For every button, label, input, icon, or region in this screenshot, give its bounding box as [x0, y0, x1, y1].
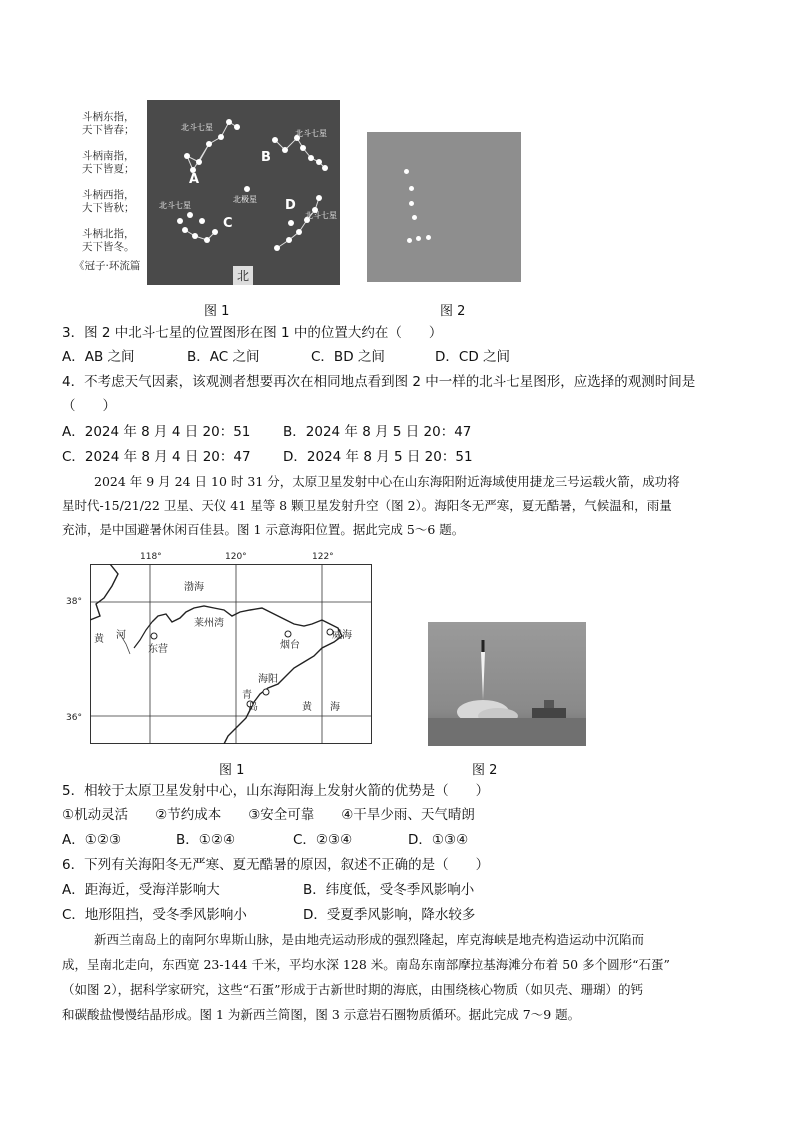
saying-source: 《冠子·环流篇 [74, 260, 141, 272]
polaris-label: 北极星 [233, 195, 257, 204]
label-yantai: 烟台 [280, 640, 300, 651]
star [407, 238, 412, 243]
q4-option-c[interactable]: C．2024 年 8 月 4 日 20：47 [62, 449, 251, 465]
figure-caption: 图 2 [472, 763, 498, 778]
star [426, 235, 431, 240]
star [308, 155, 314, 161]
saying-line: 天下皆夏； [82, 163, 135, 175]
star [199, 218, 205, 224]
figure-dipper-seasons [147, 100, 340, 285]
q3-option-a[interactable]: A．AB 之间 [62, 349, 135, 365]
q3-option-c[interactable]: C．BD 之间 [311, 349, 385, 365]
q4-option-a[interactable]: A．2024 年 8 月 4 日 20：51 [62, 424, 251, 440]
lat-label: 38° [66, 597, 82, 607]
star [300, 145, 306, 151]
question-5-items: ①机动灵活 ②节约成本 ③安全可靠 ④干旱少雨、天气晴朗 [62, 807, 475, 823]
star [409, 201, 414, 206]
star [272, 137, 278, 143]
lon-label: 118° [140, 552, 162, 562]
dipper-label: 北斗七星 [305, 211, 337, 220]
star [177, 218, 183, 224]
passage-1-line: 充沛，是中国避暑休闲百佳县。图 1 示意海阳位置。据此完成 5～6 题。 [62, 522, 465, 537]
star [192, 233, 198, 239]
star [416, 236, 421, 241]
star [196, 159, 202, 165]
lon-label: 122° [312, 552, 334, 562]
north-label: 北 [233, 266, 253, 285]
label-bohai: 渤海 [184, 582, 204, 593]
passage-2-line: 成，呈南北走向，东西宽 23-144 千米，平均水深 128 米。南岛东南部摩拉基海滩分布着 50 多个圆形“石蛋” [62, 957, 670, 972]
sayings-column [74, 111, 152, 273]
q4-option-b[interactable]: B．2024 年 8 月 5 日 20：47 [283, 424, 472, 440]
position-c: C [223, 216, 233, 231]
q6-option-c[interactable]: C．地形阻挡，受冬季风影响小 [62, 907, 247, 923]
saying-line: 斗柄西指， [82, 189, 135, 201]
label-huanghe-1: 黄 [94, 634, 104, 645]
passage-2-line: 和碳酸盐慢慢结晶形成。图 1 为新西兰简图，图 3 示意岩石圈物质循环。据此完成 7～9 题。 [62, 1007, 581, 1022]
star [234, 124, 240, 130]
saying-line: 天下皆春； [82, 124, 135, 136]
saying-line: 斗柄北指， [82, 228, 135, 240]
question-3-stem: 3．图 2 中北斗七星的位置图形在图 1 中的位置大约在（ ） [62, 325, 443, 341]
saying-line: 大下皆秋； [82, 202, 135, 214]
q3-option-b[interactable]: B．AC 之间 [187, 349, 260, 365]
star [184, 153, 190, 159]
label-qingdao-1: 青 [242, 690, 252, 701]
q4-option-d[interactable]: D．2024 年 8 月 5 日 20：51 [283, 449, 473, 465]
star [182, 227, 188, 233]
question-4-paren: （ ） [62, 398, 116, 414]
passage-1-line: 2024 年 9 月 24 日 10 时 31 分，太原卫星发射中心在山东海阳附近海域使用捷龙三号运载火箭，成功将 [94, 474, 680, 489]
label-huanghe-2: 河 [116, 630, 126, 641]
star [187, 212, 193, 218]
position-a: A [189, 172, 200, 187]
q5-option-a[interactable]: A．①②③ [62, 832, 122, 848]
figure-dipper-photo [367, 132, 521, 282]
label-weihai: 威海 [332, 630, 352, 641]
figure-caption: 图 2 [440, 304, 466, 319]
star [404, 169, 409, 174]
figure-rocket-launch [428, 622, 586, 746]
position-d: D [285, 198, 296, 213]
polaris-star [244, 186, 250, 192]
star [218, 134, 224, 140]
star [274, 245, 280, 251]
q6-option-d[interactable]: D．受夏季风影响，降水较多 [303, 907, 476, 923]
q5-option-d[interactable]: D．①③④ [408, 832, 469, 848]
label-huanghai-1: 黄 [302, 702, 312, 713]
q3-option-d[interactable]: D．CD 之间 [435, 349, 511, 365]
question-5-stem: 5．相较于太原卫星发射中心，山东海阳海上发射火箭的优势是（ ） [62, 783, 490, 799]
saying-line: 斗柄东指， [82, 111, 135, 123]
question-6-stem: 6．下列有关海阳冬无严寒、夏无酷暑的原因，叙述不正确的是（ ） [62, 857, 490, 873]
label-dongying: 东营 [148, 644, 168, 655]
question-4-stem: 4．不考虑天气因素，该观测者想要再次在相同地点看到图 2 中一样的北斗七星图形，应选择的观测时间是 [62, 374, 696, 390]
label-qingdao-2: 岛 [248, 702, 258, 713]
label-huanghai-2: 海 [330, 702, 340, 713]
star [204, 237, 210, 243]
label-haiyang: 海阳 [258, 674, 278, 685]
star [206, 141, 212, 147]
figure-caption: 图 1 [204, 304, 230, 319]
star [282, 147, 288, 153]
passage-1-line: 星时代-15/21/22 卫星、天仪 41 星等 8 颗卫星发射升空（图 2）。海阳冬无严寒，夏无酷暑，气候温和，雨量 [62, 498, 672, 513]
figure-caption: 图 1 [219, 763, 245, 778]
passage-2-line: （如图 2），据科学家研究，这些“石蛋”形成于古新世时期的海底，由围绕核心物质（如贝壳、珊瑚）的钙 [62, 982, 643, 997]
star [316, 159, 322, 165]
star [409, 186, 414, 191]
q5-option-c[interactable]: C．②③④ [293, 832, 353, 848]
star [322, 165, 328, 171]
lon-label: 120° [225, 552, 247, 562]
position-b: B [261, 150, 271, 165]
passage-2-line: 新西兰南岛上的南阿尔卑斯山脉，是由地壳运动形成的强烈隆起，库克海峡是地壳构造运动中沉陷而 [94, 932, 645, 947]
star [226, 119, 232, 125]
star [316, 195, 322, 201]
label-laizhou: 莱州湾 [194, 618, 224, 629]
dipper-label: 北斗七星 [159, 201, 191, 210]
q5-option-b[interactable]: B．①②④ [176, 832, 236, 848]
star [286, 237, 292, 243]
map-shandong [90, 564, 372, 744]
star [212, 229, 218, 235]
saying-line: 斗柄南指， [82, 150, 135, 162]
star [412, 215, 417, 220]
q6-option-b[interactable]: B．纬度低，受冬季风影响小 [303, 882, 475, 898]
star [296, 229, 302, 235]
dipper-label: 北斗七星 [295, 129, 327, 138]
saying-line: 天下皆冬。 [82, 241, 135, 253]
lat-label: 36° [66, 713, 82, 723]
q6-option-a[interactable]: A．距海近，受海洋影响大 [62, 882, 220, 898]
star [288, 220, 294, 226]
dipper-label: 北斗七星 [181, 123, 213, 132]
